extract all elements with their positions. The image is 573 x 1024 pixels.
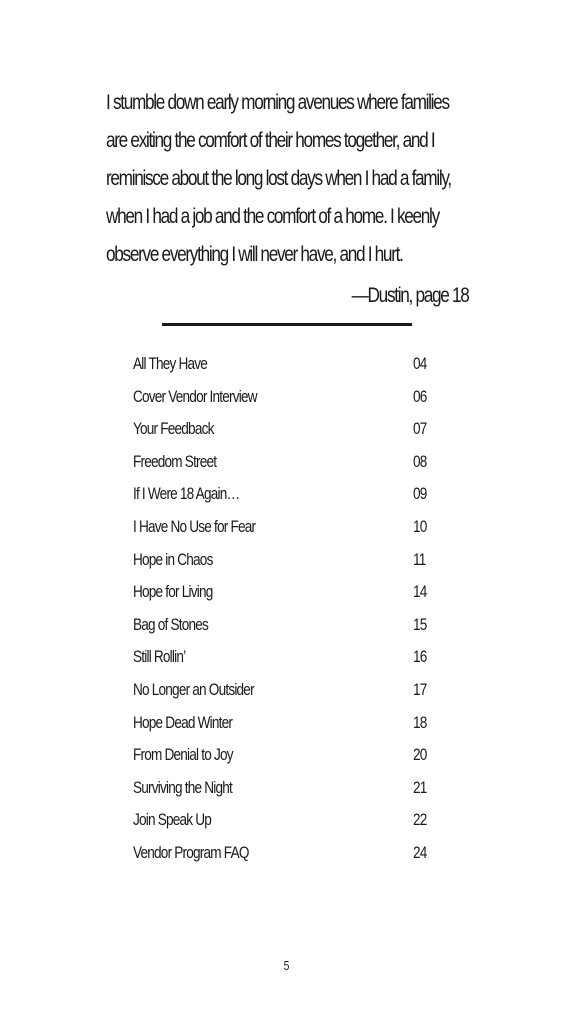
toc-entry[interactable]: [133, 739, 433, 772]
toc-entry-page: 11: [413, 549, 426, 569]
page-number: 5: [283, 958, 290, 973]
toc-entry-page: 21: [413, 777, 427, 797]
toc-entry-title: All They Have: [133, 354, 208, 373]
toc-entry-title: I Have No Use for Fear: [133, 516, 256, 536]
toc-entry[interactable]: [133, 641, 433, 674]
toc-entry[interactable]: [133, 544, 433, 577]
toc-entry-page: 14: [413, 582, 427, 602]
toc-entry-title: Surviving the Night: [133, 777, 232, 797]
toc-entry-page: 09: [413, 484, 427, 504]
toc-entry-title: If I Were 18 Again…: [133, 484, 240, 504]
toc-entry[interactable]: [133, 348, 433, 381]
toc-entry-page: 20: [413, 745, 427, 765]
toc-entry-title: Vendor Program FAQ: [133, 842, 249, 862]
toc-entry[interactable]: [133, 478, 433, 511]
quote-line: when I had a job and the comfort of a home. I keenly: [106, 205, 439, 228]
toc-entry-title: Hope for Living: [133, 582, 213, 602]
toc-entry-page: 15: [413, 614, 427, 634]
quote-line: are exiting the comfort of their homes together, and I: [106, 129, 435, 152]
table-of-contents: [133, 348, 433, 870]
toc-entry[interactable]: [133, 413, 433, 446]
toc-entry-page: 06: [413, 386, 427, 406]
toc-entry-title: Still Rollin’: [133, 647, 186, 667]
toc-entry-title: From Denial to Joy: [133, 745, 233, 765]
toc-entry[interactable]: [133, 381, 433, 414]
toc-entry-page: 17: [413, 679, 427, 699]
quote-line: I stumble down early morning avenues where families: [106, 91, 449, 114]
toc-entry[interactable]: [133, 707, 433, 740]
toc-entry-title: Your Feedback: [133, 419, 214, 439]
quote-line: observe everything I will never have, and I hurt.: [106, 243, 403, 266]
quote-line: reminisce about the long lost days when I had a family,: [106, 167, 451, 190]
toc-entry-page: 16: [413, 647, 427, 667]
toc-entry-title: No Longer an Outsider: [133, 679, 254, 699]
toc-entry-page: 07: [413, 419, 427, 439]
pull-quote: [106, 84, 471, 274]
toc-entry-title: Hope Dead Winter: [133, 712, 233, 732]
toc-entry[interactable]: [133, 804, 433, 837]
toc-entry-page: 18: [413, 712, 427, 732]
toc-entry-title: Cover Vendor Interview: [133, 386, 257, 406]
toc-entry-title: Bag of Stones: [133, 614, 209, 634]
toc-entry[interactable]: [133, 674, 433, 707]
toc-entry-page: 24: [413, 842, 427, 862]
section-divider: [162, 323, 412, 326]
toc-entry[interactable]: [133, 837, 433, 870]
toc-entry-page: 22: [413, 810, 427, 830]
toc-entry[interactable]: [133, 772, 433, 805]
toc-entry[interactable]: [133, 609, 433, 642]
toc-entry-page: 08: [413, 451, 427, 471]
toc-entry-title: Hope in Chaos: [133, 549, 213, 569]
toc-entry-page: 04: [413, 354, 427, 373]
toc-entry[interactable]: [133, 446, 433, 479]
toc-entry-title: Freedom Street: [133, 451, 217, 471]
toc-entry[interactable]: [133, 576, 433, 609]
toc-entry-page: 10: [413, 516, 427, 536]
toc-entry-title: Join Speak Up: [133, 810, 212, 830]
quote-attribution: —Dustin, page 18: [352, 284, 469, 307]
toc-entry[interactable]: [133, 511, 433, 544]
